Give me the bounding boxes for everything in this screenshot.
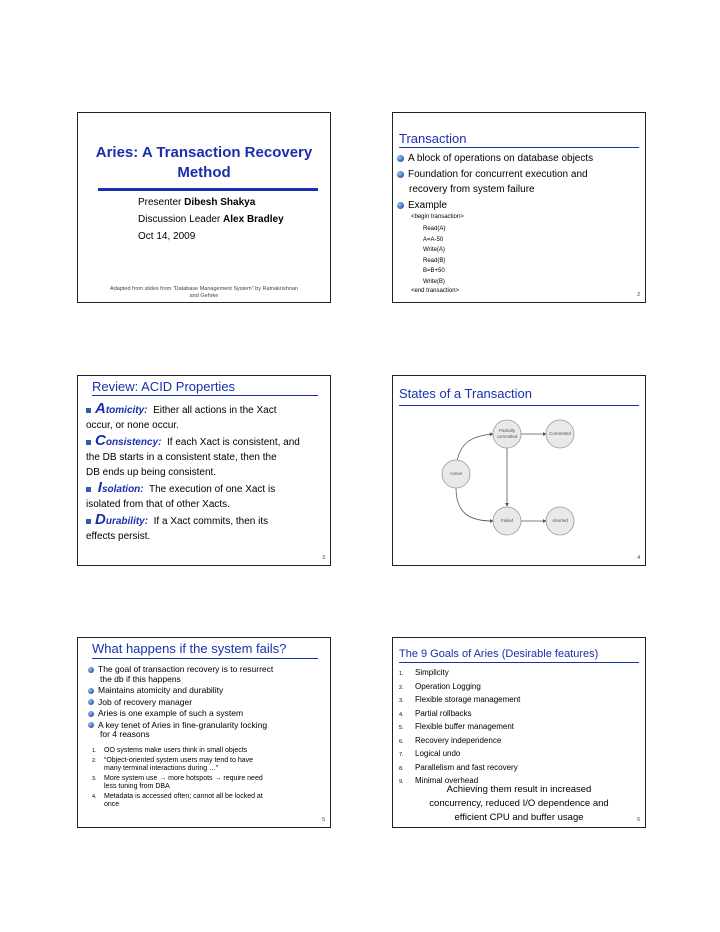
reasons-list: 1. OO systems make users think in small objects 2. “Object-oriented system users may tend to have many terminal interactions during …” 3. More system use → more hotspots → require need less tuning from DBA 4. Metadata is accessed often; cannot all be locked at once <box>92 747 263 808</box>
page-number: 2 <box>637 292 640 298</box>
presenter-line: Presenter Dibesh Shakya <box>138 197 256 208</box>
acid-item-durability: Durability: If a Xact commits, then its <box>86 512 326 529</box>
state-diagram <box>393 376 645 565</box>
slide-6 <box>392 637 646 828</box>
acid-item-consistency: Consistency: If each Xact is consistent, and <box>86 433 326 450</box>
slide-5-title: What happens if the system fails? <box>92 641 287 656</box>
slide-2 <box>392 112 646 303</box>
bullet-icon <box>397 171 404 178</box>
label-failed: Failed <box>500 518 514 523</box>
label-committed: Committed <box>549 431 571 436</box>
goals-list: 1. Simplicity 2. Operation Logging 3. Flexible storage management 4. Partial rollbacks 5. Flexible buffer management 6. Recovery independence 7. Logical undo 8. Parallelism and fast recovery 9. Minimal overhead <box>399 668 521 785</box>
page-number: 3 <box>322 555 325 561</box>
label-partially-committed: Partially committed <box>496 428 518 439</box>
page-number: 5 <box>322 817 325 823</box>
bullet-icon <box>397 202 404 209</box>
bullet-1: A block of operations on database objects <box>397 153 593 164</box>
acid-list: Atomicity: Either all actions in the Xact occur, or none occur. Consistency: If each Xact is consistent, and the DB starts in a consistent state, then the DB ends up being consistent. Isolation: The execution of one Xact is isolated from that of other Xacts. Durability: If a Xact commits, then its effects persist. <box>86 401 326 544</box>
title-underline <box>98 188 318 191</box>
slide-4 <box>392 375 646 566</box>
label-active: Active <box>449 471 463 476</box>
failure-bullets: The goal of transaction recovery is to resurrect the db if this happens Maintains atomicity and durability Job of recovery manager Aries is one example of such a system A key tenet of Aries in fine-granularity locking for 4 reasons <box>88 665 328 740</box>
slide-3-title: Review: ACID Properties <box>92 379 236 394</box>
title-rule <box>399 147 639 148</box>
page-number: 6 <box>637 817 640 823</box>
leader-line: Discussion Leader Alex Bradley <box>138 214 284 225</box>
arrow-active-failed <box>456 488 493 521</box>
acid-item-isolation: Isolation: The execution of one Xact is <box>86 480 326 497</box>
acid-item-atomicity: Atomicity: Either all actions in the Xact <box>86 401 326 418</box>
title-rule <box>399 662 639 663</box>
slide-4-title: States of a Transaction <box>399 386 532 401</box>
label-aborted: Aborted <box>552 518 568 523</box>
footnote: Adapted from slides from "Database Management System" by Ramakrishnan and Gehrke <box>110 286 298 299</box>
slide-5 <box>77 637 331 828</box>
slide-6-title: The 9 Goals of Aries (Desirable features) <box>399 648 599 660</box>
slide-3 <box>77 375 331 566</box>
code-block: Read(A) A=A-50 Write(A) Read(B) B=B+50 Write(B) <box>423 226 446 285</box>
bullet-2: Foundation for concurrent execution and <box>397 169 588 180</box>
summary: Achieving them result in increased concurrency, reduced I/O dependence and efficient CPU and buffer usage <box>429 784 609 823</box>
page-number: 4 <box>637 555 640 561</box>
slide-1 <box>77 112 331 303</box>
bullet-icon <box>397 155 404 162</box>
bullet-3: Example <box>397 200 447 211</box>
slide-title-text: Aries: A Transaction Recovery Method <box>95 144 313 181</box>
slide-2-title: Transaction <box>399 131 467 146</box>
title-rule <box>92 395 318 396</box>
slide-1-title <box>78 143 330 183</box>
code-begin: <begin transaction> <box>411 214 464 220</box>
title-rule <box>92 658 318 659</box>
date-line: Oct 14, 2009 <box>138 231 196 242</box>
bullet-2-cont: recovery from system failure <box>409 184 535 195</box>
code-end: <end transaction> <box>411 288 460 294</box>
